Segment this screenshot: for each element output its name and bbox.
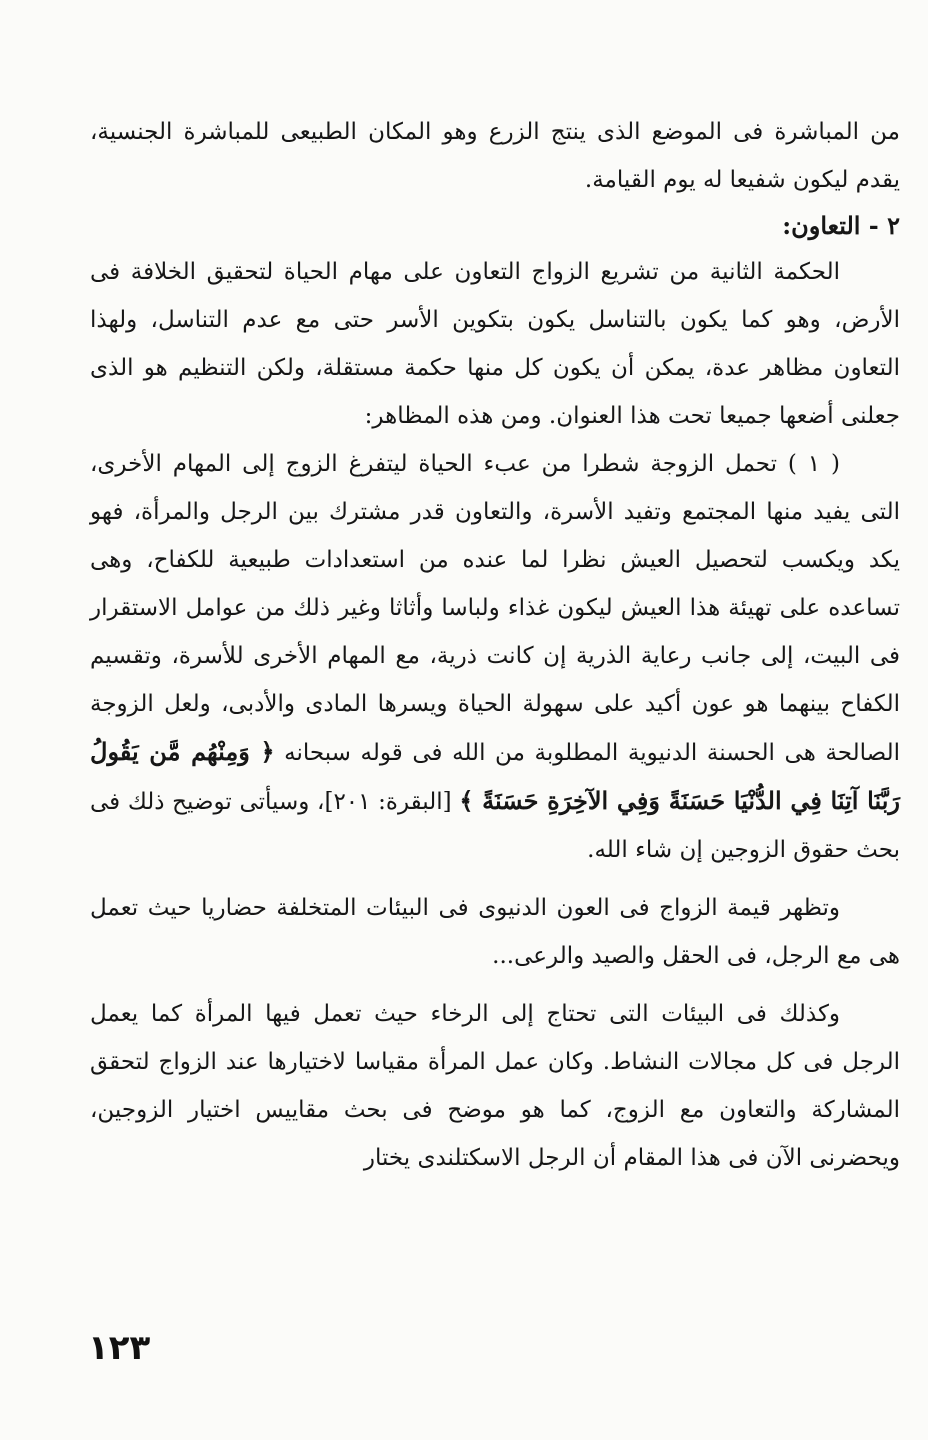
list-item-1-text: ( ١ ) تحمل الزوجة شطرا من عبء الحياة ليتفرغ الزوج إلى المهام الأخرى، التى يفيد منها المجتمع وتفيد الأسرة، والتعاون قدر مشترك بين الرجل والمرأة، فهو يكد ويكسب لتحصيل العيش نظرا لما عنده من استعدادات طبيعية للكفاح، وهى تساعده على تهيئة هذا العيش ليكون غذاء ولباسا وأثاثا وغير ذلك من عوامل الاستقرار فى البيت، إلى جانب رعاية الذرية إن كانت ذرية، مع المهام الأخرى للأسرة، وتقسيم الكفاح بينهما هو عون أكيد على سهولة الحياة ويسرها المادى والأدبى، ولعل الزوجة الصالحة هى الحسنة الدنيوية المطلوبة من الله فى قوله سبحانه: [90, 451, 900, 766]
paragraph-cooperation-intro: الحكمة الثانية من تشريع الزواج التعاون على مهام الحياة لتحقيق الخلافة فى الأرض، وهو كما يكون بالتناسل يكون بتكوين الأسر حتى مع عدم التناسل، ولهذا التعاون مظاهر عدة، يمكن أن يكون كل منها حكمة مستقلة، ولكن التنظيم هو الذى جعلنى أضعها جميعا تحت هذا العنوان. ومن هذه المظاهر:: [90, 259, 900, 429]
paragraph-primitive-environments: وتظهر قيمة الزواج فى العون الدنيوى فى البيئات المتخلفة حضاريا حيث تعمل هى مع الرجل، فى الحقل والصيد والرعى...: [90, 895, 900, 969]
list-item-1: [90, 440, 900, 874]
verse-citation: [البقرة: ٢٠١]، وسيأتى توضيح ذلك فى بحث حقوق الزوجين إن شاء الله.: [90, 789, 900, 863]
page-number: ١٢٣: [88, 1328, 151, 1368]
paragraph-continuation: من المباشرة فى الموضع الذى ينتج الزرع وهو المكان الطبيعى للمباشرة الجنسية، يقدم ليكون شفيعا له يوم القيامة.: [90, 119, 900, 193]
paragraph-prosperous-environments: وكذلك فى البيئات التى تحتاج إلى الرخاء حيث تعمل فيها المرأة كما يعمل الرجل فى كل مجالات النشاط. وكان عمل المرأة مقياسا لاختيارها عند الزواج لتحقق المشاركة والتعاون مع الزوج، كما هو موضح فى بحث مقاييس اختيار الزوجين، ويحضرنى الآن فى هذا المقام أن الرجل الاسكتلندى يختار: [90, 1001, 900, 1171]
quran-verse: ﴿ وَمِنْهُم مَّن يَقُولُ رَبَّنَا آتِنَا فِي الدُّنْيَا حَسَنَةً وَفِي الآخِرَةِ حَسَنَةً ﴾: [90, 737, 900, 815]
section-heading: ٢ - التعاون:: [782, 211, 900, 240]
page-body: [90, 108, 900, 1182]
